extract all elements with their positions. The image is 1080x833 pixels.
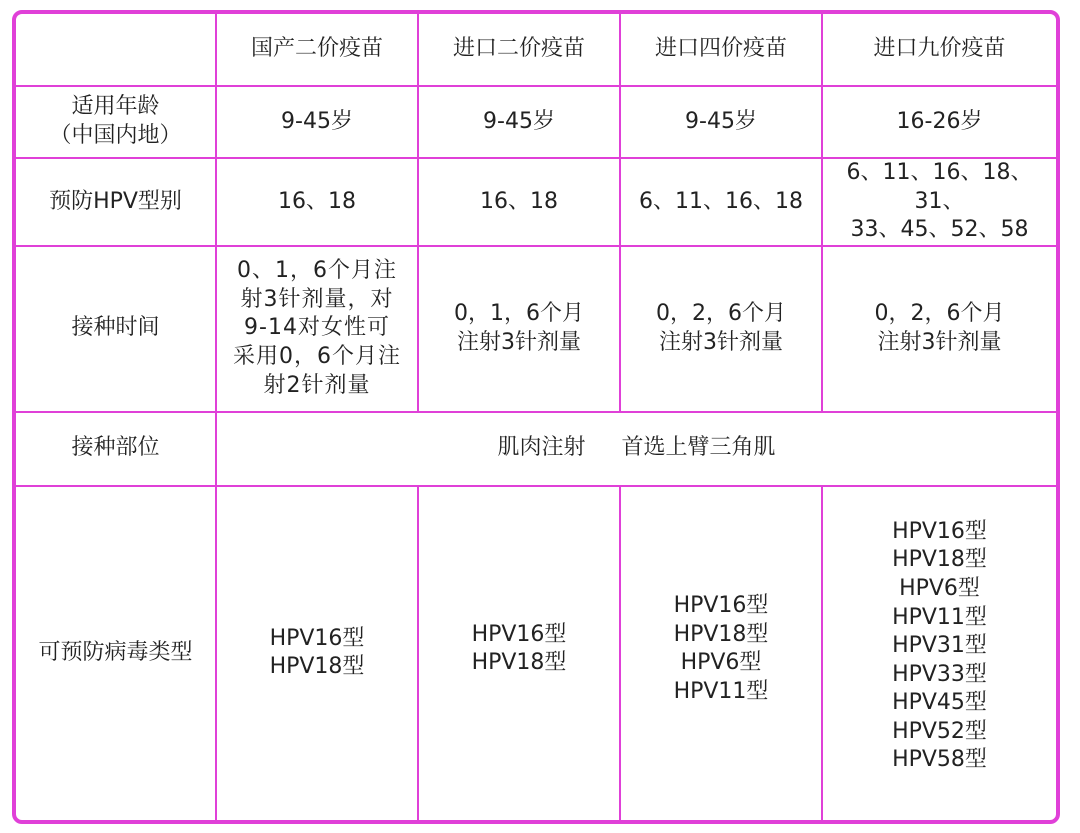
- corner-cell: [16, 14, 216, 86]
- schedule-line: 0、1，6个月注: [237, 258, 397, 284]
- col-header-domestic-bivalent: 国产二价疫苗: [216, 14, 418, 86]
- hpv-types-imported-quadrivalent: 6、11、16、18: [620, 158, 822, 246]
- virus-type: HPV16型: [471, 621, 567, 647]
- schedule-line: 射2针剂量: [263, 372, 371, 398]
- virus-type: HPV52型: [892, 718, 987, 744]
- age-row: [16, 86, 1056, 158]
- age-value-imported-bivalent: 9-45岁: [418, 86, 620, 158]
- virus-imported-nonavalent: [822, 486, 1056, 820]
- virus-domestic-bivalent: [216, 486, 418, 820]
- hpv-types-imported-bivalent: 16、18: [418, 158, 620, 246]
- row-label-virus: 可预防病毒类型: [16, 486, 216, 820]
- virus-type: HPV18型: [471, 650, 567, 676]
- virus-type: HPV45型: [892, 690, 987, 716]
- virus-imported-bivalent: [418, 486, 620, 820]
- schedule-line: 注射3针剂量: [457, 329, 581, 355]
- col-header-imported-nonavalent: 进口九价疫苗: [822, 14, 1056, 86]
- col-header-imported-quadrivalent: 进口四价疫苗: [620, 14, 822, 86]
- hpv-types-domestic-bivalent: 16、18: [216, 158, 418, 246]
- virus-imported-quadrivalent: [620, 486, 822, 820]
- virus-type: HPV16型: [673, 593, 769, 619]
- site-row: [16, 412, 1056, 486]
- virus-type: HPV58型: [892, 747, 987, 773]
- virus-type: HPV11型: [673, 678, 769, 704]
- site-location: 首选上臂三角肌: [621, 435, 776, 461]
- virus-row: [16, 486, 1056, 820]
- virus-type: HPV18型: [673, 621, 769, 647]
- virus-type: HPV11型: [892, 604, 987, 630]
- age-value-domestic-bivalent: 9-45岁: [216, 86, 418, 158]
- virus-type: HPV6型: [680, 650, 762, 676]
- schedule-row: [16, 246, 1056, 412]
- comparison-grid: [16, 14, 1056, 820]
- row-label-site: 接种部位: [16, 412, 216, 486]
- hpv-types-nonavalent-line1: 6、11、16、18、31、: [846, 160, 1033, 214]
- hpv-types-row: [16, 158, 1056, 246]
- schedule-line: 注射3针剂量: [877, 329, 1002, 355]
- site-method: 肌肉注射: [497, 435, 586, 461]
- schedule-line: 9-14对女性可: [244, 315, 390, 341]
- schedule-imported-quadrivalent: [620, 246, 822, 412]
- schedule-line: 采用0，6个月注: [233, 344, 401, 370]
- row-label-age: [16, 86, 216, 158]
- hpv-types-nonavalent-line2: 33、45、52、58: [850, 217, 1029, 243]
- schedule-line: 0，2，6个月: [874, 301, 1005, 327]
- virus-type: HPV18型: [892, 547, 987, 573]
- schedule-imported-nonavalent: [822, 246, 1056, 412]
- schedule-line: 注射3针剂量: [659, 329, 783, 355]
- row-label-age-line2: （中国内地）: [49, 123, 182, 148]
- schedule-domestic-bivalent: [216, 246, 418, 412]
- virus-type: HPV18型: [269, 654, 365, 680]
- age-value-imported-nonavalent: 16-26岁: [822, 86, 1056, 158]
- virus-type: HPV31型: [892, 633, 987, 659]
- age-value-imported-quadrivalent: 9-45岁: [620, 86, 822, 158]
- schedule-line: 0，1，6个月: [454, 301, 584, 327]
- hpv-types-imported-nonavalent: [822, 158, 1056, 246]
- row-label-hpv-types: 预防HPV型别: [16, 158, 216, 246]
- header-row: [16, 14, 1056, 86]
- virus-type: HPV16型: [892, 518, 987, 544]
- schedule-line: 射3针剂量，对: [240, 286, 394, 312]
- virus-type: HPV6型: [899, 575, 980, 601]
- site-value: [216, 412, 1056, 486]
- schedule-line: 0，2，6个月: [656, 301, 786, 327]
- row-label-age-line1: 适用年龄: [71, 94, 160, 120]
- row-label-schedule: 接种时间: [16, 246, 216, 412]
- col-header-imported-bivalent: 进口二价疫苗: [418, 14, 620, 86]
- schedule-imported-bivalent: [418, 246, 620, 412]
- virus-type: HPV16型: [269, 625, 365, 651]
- virus-type: HPV33型: [892, 661, 987, 687]
- vaccine-comparison-table: [12, 10, 1060, 824]
